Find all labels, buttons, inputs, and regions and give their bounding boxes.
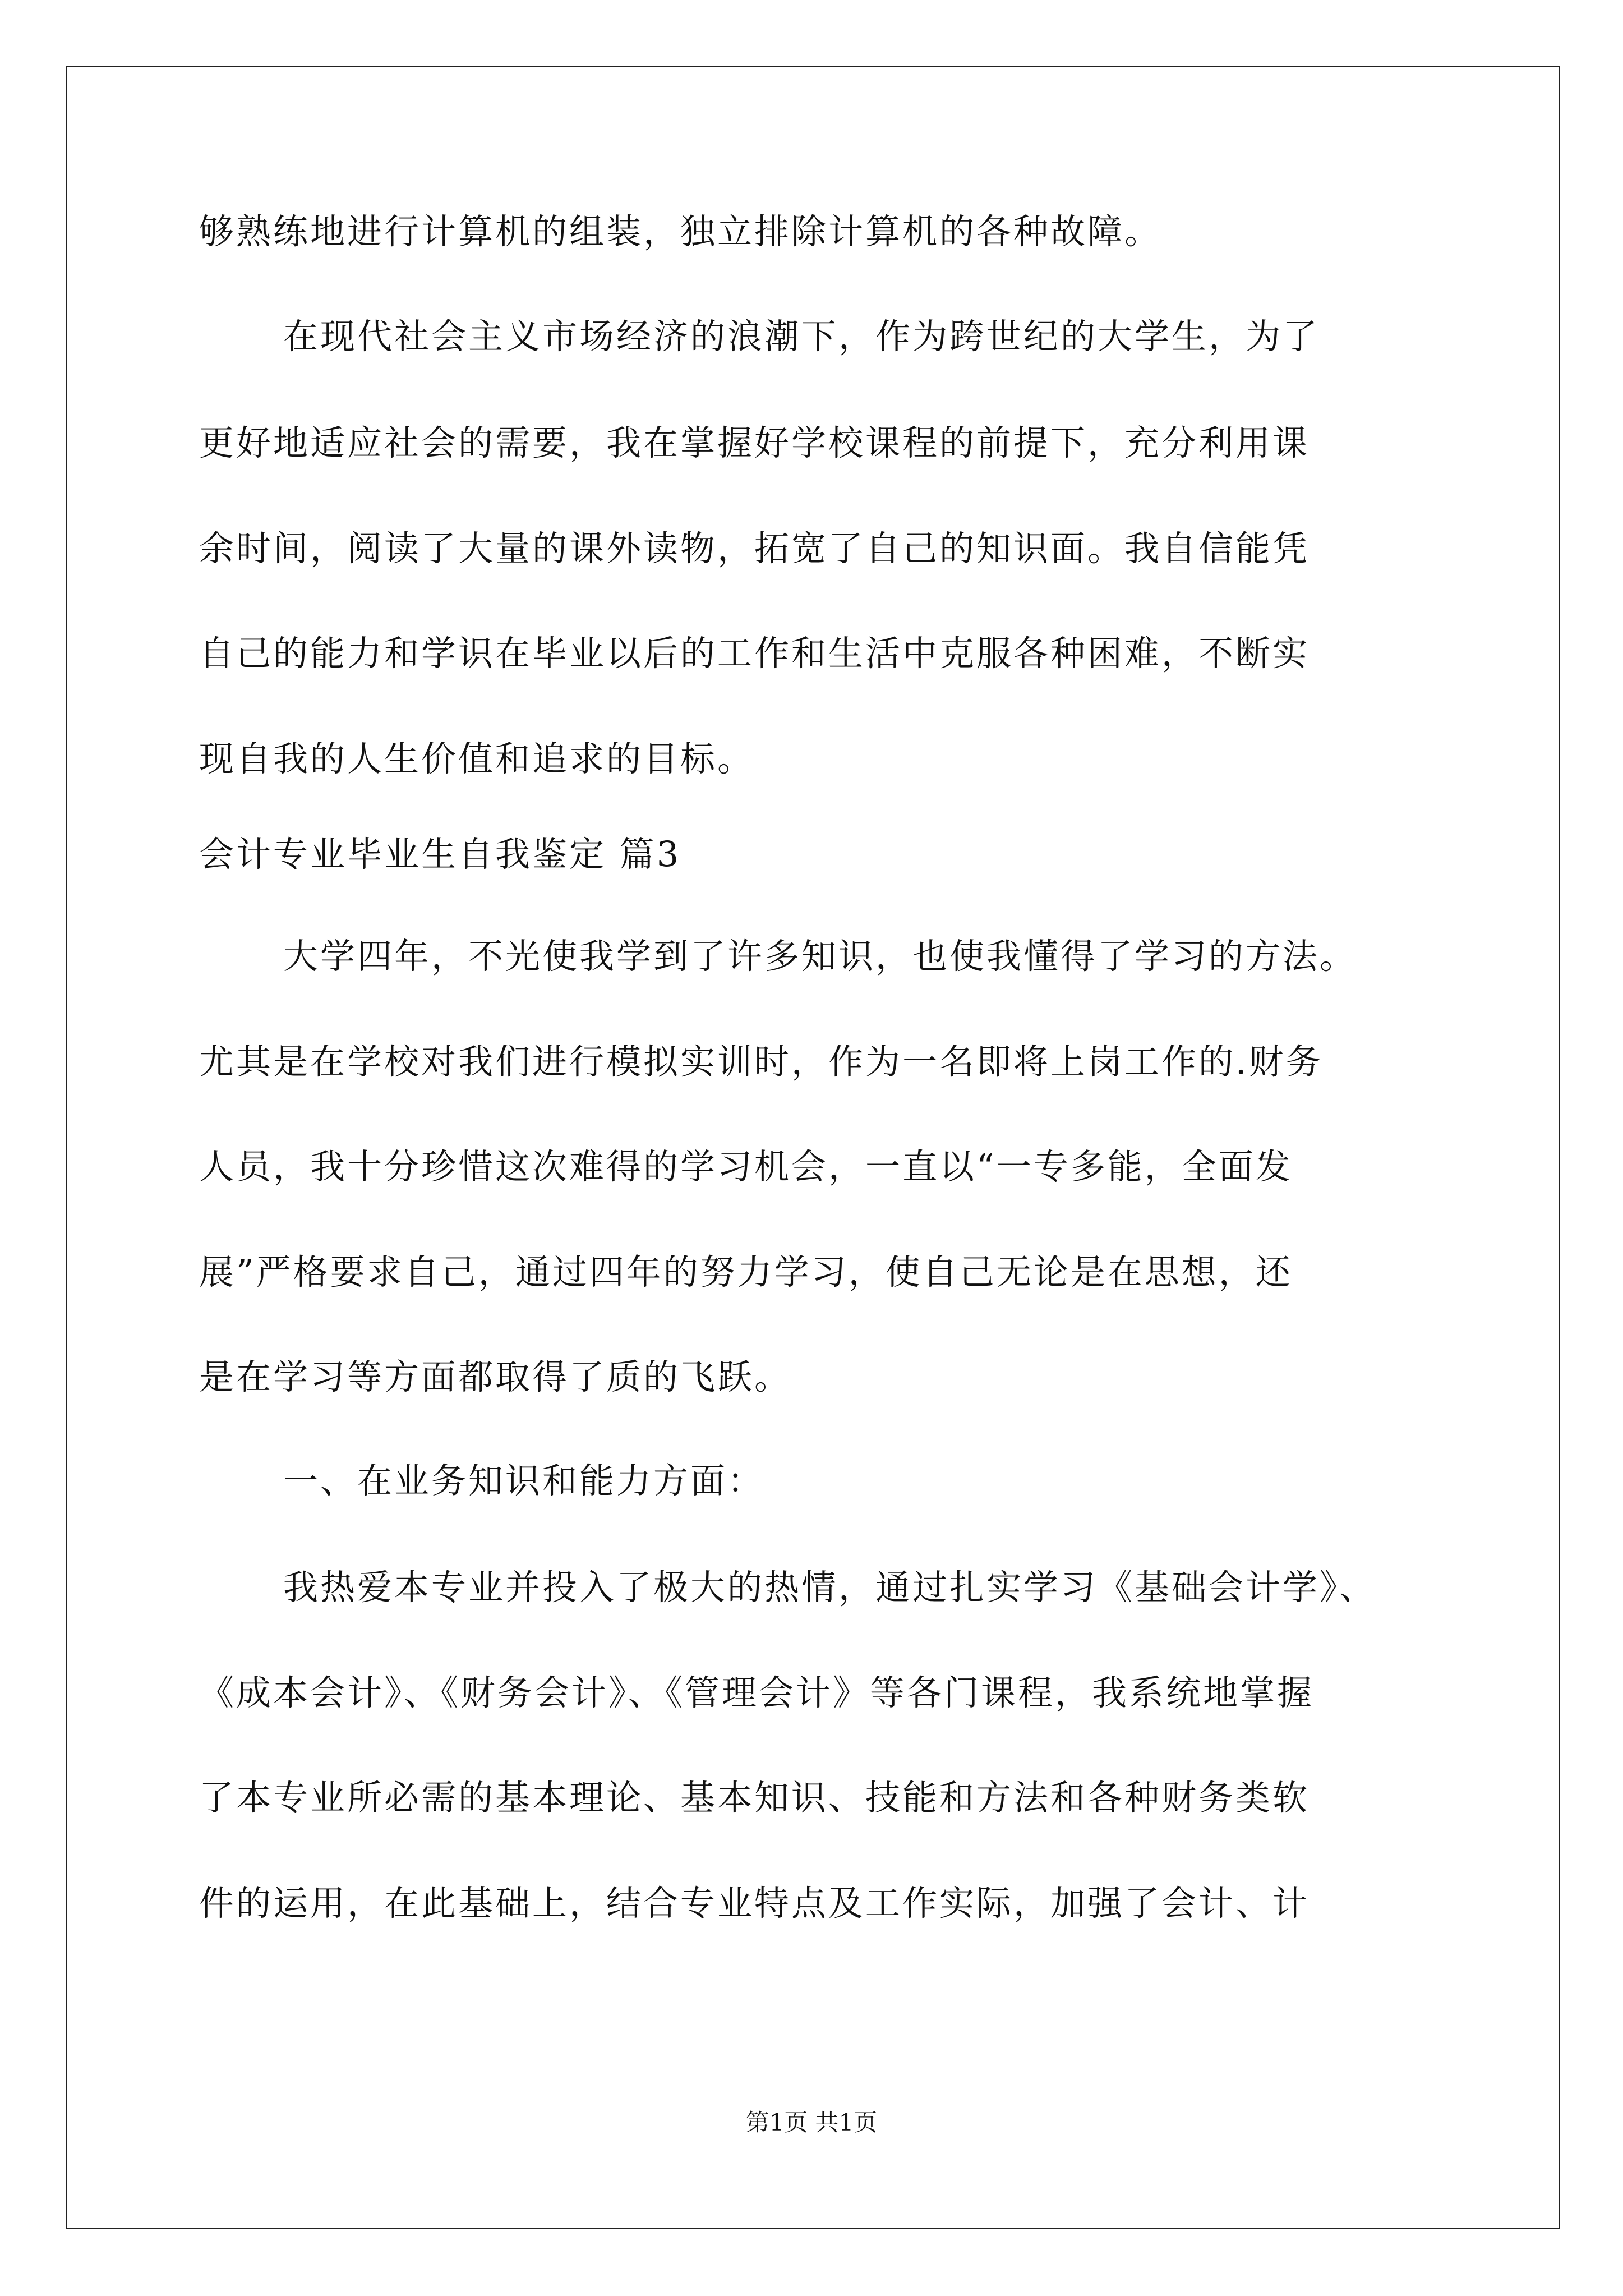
body-line: 《成本会计》、《财务会计》、《管理会计》等各门课程，我系统地掌握 bbox=[199, 1672, 1315, 1713]
body-line: 够熟练地进行计算机的组装，独立排除计算机的各种故障。 bbox=[199, 211, 1162, 252]
body-line: 余时间，阅读了大量的课外读物，拓宽了自己的知识面。我自信能凭 bbox=[199, 528, 1310, 569]
body-line: 我热爱本专业并投入了极大的热情，通过扎实学习《基础会计学》、 bbox=[283, 1567, 1377, 1608]
body-line: 更好地适应社会的需要，我在掌握好学校课程的前提下，充分利用课 bbox=[199, 422, 1310, 463]
body-line: 现自我的人生价值和追求的目标。 bbox=[199, 738, 755, 779]
body-line: 是在学习等方面都取得了质的飞跃。 bbox=[199, 1356, 792, 1397]
body-line: 了本专业所必需的基本理论、基本知识、技能和方法和各种财务类软 bbox=[199, 1777, 1310, 1818]
section-heading: 会计专业毕业生自我鉴定 篇3 bbox=[199, 834, 681, 875]
body-line: 自己的能力和学识在毕业以后的工作和生活中克服各种困难，不断实 bbox=[199, 633, 1310, 674]
body-line: 展”严格要求自己，通过四年的努力学习，使自己无论是在思想，还 bbox=[199, 1251, 1293, 1292]
body-line: 尤其是在学校对我们进行模拟实训时，作为一名即将上岗工作的.财务 bbox=[199, 1041, 1323, 1082]
subheading-line: 一、在业务知识和能力方面： bbox=[283, 1460, 765, 1501]
body-line: 件的运用，在此基础上，结合专业特点及工作实际，加强了会计、计 bbox=[199, 1883, 1310, 1924]
page-footer: 第1页 共1页 bbox=[745, 2109, 878, 2136]
body-line: 人员，我十分珍惜这次难得的学习机会，一直以“一专多能，全面发 bbox=[199, 1146, 1293, 1187]
body-line: 在现代社会主义市场经济的浪潮下，作为跨世纪的大学生，为了 bbox=[283, 316, 1320, 357]
body-line: 大学四年，不光使我学到了许多知识，也使我懂得了学习的方法。 bbox=[283, 936, 1357, 977]
